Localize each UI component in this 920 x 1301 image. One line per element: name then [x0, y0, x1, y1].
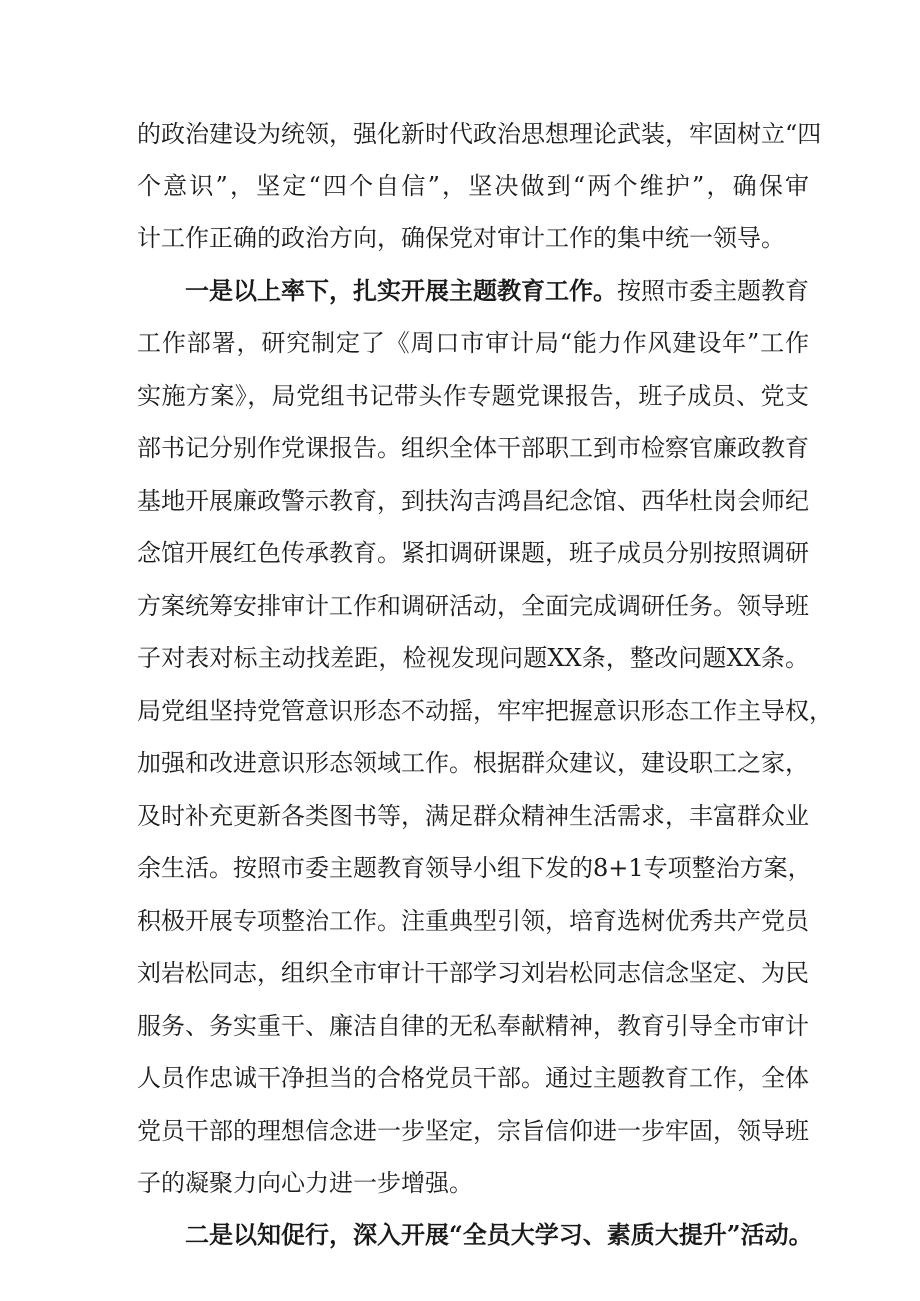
text-line: 方案统筹安排审计工作和调研活动，全面完成调研任务。领导班	[137, 592, 809, 620]
text-line: 个意识”，坚定“四个自信”，坚决做到“两个维护”，确保审	[137, 172, 809, 200]
text-line: 子对表对标主动找差距，检视发现问题XX条，整改问题XX条。	[137, 644, 809, 672]
text-line: 加强和改进意识形态领域工作。根据群众建议，建设职工之家，	[137, 749, 809, 777]
paragraph-first-line	[185, 271, 809, 311]
text-line: 余生活。按照市委主题教育领导小组下发的8+1专项整治方案，	[137, 854, 812, 882]
text-line: 及时补充更新各类图书等，满足群众精神生活需求，丰富群众业	[137, 802, 809, 830]
text-line: 子的凝聚力向心力进一步增强。	[137, 1169, 473, 1197]
section-heading: 二是以知促行，深入开展“全员大学习、素质大提升”活动。	[185, 1220, 813, 1249]
text-line: 念馆开展红色传承教育。紧扣调研课题，班子成员分别按照调研	[137, 539, 809, 567]
text-line: 局党组坚持党管意识形态不动摇，牢牢把握意识形态工作主导权，	[137, 697, 833, 725]
text-run: 按照市委主题教育	[617, 277, 809, 305]
text-line: 党员干部的理想信念进一步坚定，宗旨信仰进一步牢固，领导班	[137, 1117, 809, 1145]
section-heading: 一是以上率下，扎实开展主题教育工作。	[185, 276, 617, 305]
text-line: 积极开展专项整治工作。注重典型引领，培育选树优秀共产党员	[137, 907, 809, 935]
text-line: 服务、务实重干、廉洁自律的无私奉献精神，教育引导全市审计	[137, 1012, 809, 1040]
text-line: 刘岩松同志，组织全市审计干部学习刘岩松同志信念坚定、为民	[137, 959, 809, 987]
text-line: 工作部署，研究制定了《周口市审计局“能力作风建设年”工作	[137, 329, 809, 357]
text-line: 人员作忠诚干净担当的合格党员干部。通过主题教育工作，全体	[137, 1064, 809, 1092]
text-line: 部书记分别作党课报告。组织全体干部职工到市检察官廉政教育	[137, 434, 809, 462]
text-line: 计工作正确的政治方向，确保党对审计工作的集中统一领导。	[137, 224, 785, 252]
text-line: 的政治建设为统领，强化新时代政治思想理论武装，牢固树立“四	[137, 120, 822, 148]
text-line: 实施方案》，局党组书记带头作专题党课报告，班子成员、党支	[137, 382, 809, 410]
text-line: 基地开展廉政警示教育，到扶沟吉鸿昌纪念馆、西华杜岗会师纪	[137, 487, 809, 515]
